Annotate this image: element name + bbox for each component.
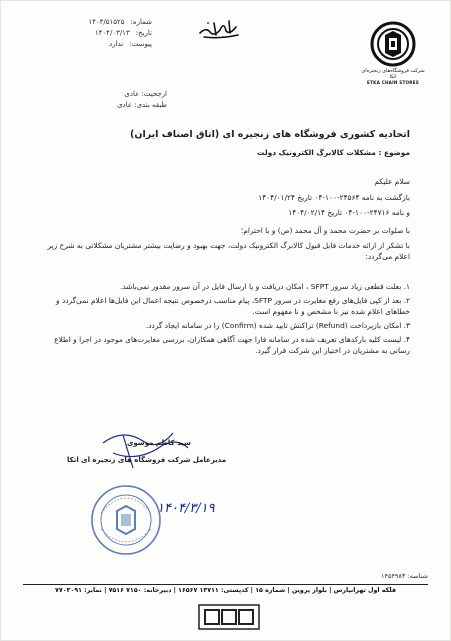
recipient-title: اتحادیه کشوری فروشگاه های زنجیره ای (اتاق اصناف ایران) <box>130 129 410 140</box>
number-value: ۱۴۰۴/۵۱۵۲۵ <box>88 18 125 26</box>
issue-item-4: ۴. لیست کلیه بارکدهای تعریف شده در سامانه فارا جهت آگاهی همکاران، بررسی مغایرت‌های موجود در اجرا و اطلاع رسانی به مشتریان در اختیار این شرکت قرار گیرد. <box>54 335 410 355</box>
subject-label: موضوع : <box>378 148 410 157</box>
issue-item-2: ۲. بعد از کپی فایل‌های رفع مغایرت در سرور SFTP، پیام مناسب درخصوص نتیجه اعمال این فایل‌ها اعلام نمی‌گردد و خطاهای اعلام شده نیز نا مشخص و نا مفهوم است. <box>56 296 410 316</box>
meta-attachment-row <box>17 39 152 50</box>
attachment-label: پیوست: <box>129 40 152 48</box>
reference-1: بازگشت به نامه ۲۴۵۶۴-۱۰۰-۰۴ تاریخ ۱۴۰۴/۰۱/۲۴ <box>258 193 410 202</box>
company-logo <box>358 21 428 85</box>
subject-line <box>257 147 410 158</box>
meta-number-row <box>17 17 152 28</box>
classification: طبقه بندی: عادی <box>117 101 167 109</box>
reference-2: و نامه ۲۴۷۱۶-۱۰۰-۰۴ تاریخ ۱۴۰۴/۰۲/۱۴ <box>288 208 410 217</box>
etka-logo-icon <box>370 21 416 67</box>
issue-item-3: ۳. امکان بازپرداخت (Refund) تراکنش تایید شده (Confirm) را در سامانه ایجاد گردد. <box>145 321 410 330</box>
greeting: سلام علیکم <box>374 177 410 186</box>
urgency: ارجحیت: عادی <box>124 90 167 98</box>
letter-meta-secondary <box>17 89 167 111</box>
registration-id: شناسه: ۱۴۵۴۹۸۳ <box>380 572 428 580</box>
signatory-title: مدیرعامل شرکت فروشگاه های زنجیره ای اتکا <box>67 456 227 464</box>
subject-text: مشکلات کالابرگ الکترونیک دولت <box>257 148 376 157</box>
company-seal <box>89 483 163 557</box>
issue-list <box>38 281 410 359</box>
letter-meta <box>17 17 152 50</box>
salutation: با صلوات بر حضرت محمد و آل محمد (ص) و با احترام؛ <box>240 226 410 235</box>
logo-persian-name: شرکت فروشگاه‌های زنجیره‌ای اتکا <box>361 68 425 80</box>
meta-date-row <box>17 28 152 39</box>
signatory-name: سید کاظم موسوی <box>127 439 191 447</box>
date-label: تاریخ: <box>135 29 152 37</box>
issue-item-1: ۱. بعلت قطعی زیاد سرور SFPT ، امکان دریافت و یا ارسال فایل در آن سرور مقدور نمی‌باشد. <box>120 282 410 291</box>
handwritten-date: ۱۴۰۴/۳/۱۹ <box>157 501 215 516</box>
attachment-value: ندارد <box>109 40 124 48</box>
logo-english-name: ETKA CHAIN STORES <box>367 80 419 85</box>
footer-address: فلکه اول تهرانپارس | بلوار پروین | شماره ۱۵ | کدپستی: ۱۳۷۱۱ ۱۶۵۶۷ | دبیرخانه: ۷۱۵۰ ۷۵۱۶ | نمابر: ۷۷۰۳۰۹۱ <box>23 584 428 594</box>
number-label: شماره: <box>130 18 152 26</box>
date-value: ۱۴۰۴/۰۳/۱۳ <box>94 29 130 37</box>
footer-logo-icon <box>197 603 261 631</box>
intro-paragraph: با تشکر از ارائه خدمات قابل قبول کالابرگ الکترونیک دولت، جهت بهبود و رضایت بیشتر مشتریان مشکلاتی به شرح زیر اعلام می‌گردد: <box>47 241 410 261</box>
basmala-calligraphy <box>196 15 244 41</box>
